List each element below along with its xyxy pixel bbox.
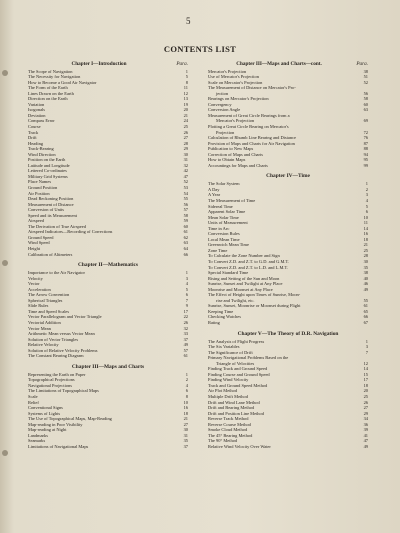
entry-title: The Form of the Earth xyxy=(28,85,68,91)
entry-title: Air Plot Method xyxy=(208,388,238,394)
entry-title: Use of Mercator's Projection xyxy=(208,74,259,80)
entry-title: Bearings on Mercator's Projection xyxy=(208,96,269,102)
entry-para-number: 29 xyxy=(363,410,368,416)
entry-title: Speed and its Measurement xyxy=(28,212,77,218)
entry-title: Drift and Bearing Method xyxy=(208,405,255,411)
entry-para-number: 25 xyxy=(363,247,368,253)
contents-column-left xyxy=(28,58,188,450)
page-number: 5 xyxy=(186,16,191,26)
entry-title: Finding Track and Ground Speed xyxy=(208,366,268,372)
entry-title: The Derivation of True Airspeed xyxy=(28,223,86,229)
entry-title: Track xyxy=(28,129,39,135)
entry-title: To Convert Z.D. and Z.T. to G.D. and G.M.T. xyxy=(208,259,289,264)
entry-title: Mean Solar Time xyxy=(208,214,239,220)
entry-para-number: 25 xyxy=(363,394,368,400)
entry-para-number: 24 xyxy=(183,118,188,124)
entry-title: Airspeed Indicators—Recording of Corrections xyxy=(28,229,113,235)
entry-title: Units of Measurement xyxy=(208,220,248,226)
entry-title: Compass Error xyxy=(28,118,55,124)
entry-para-number: 36 xyxy=(363,421,368,427)
entry-title: The Arrow Convention xyxy=(28,292,70,298)
entry-title: Measurement of Great Circle Bearings from a xyxy=(208,112,290,118)
entry-title: Moonrise and Moonset at Any Place xyxy=(208,286,273,292)
contents-entry xyxy=(208,163,368,169)
entry-para-number: 33 xyxy=(183,331,188,337)
entry-para-number: 2 xyxy=(365,186,368,192)
entry-para-number: 53 xyxy=(183,184,188,190)
entry-para-number: 10 xyxy=(363,214,368,220)
entry-title: Importance to the Air Navigator xyxy=(28,270,85,276)
entry-para-number: 5 xyxy=(365,203,368,209)
entry-para-number: 49 xyxy=(363,443,368,449)
entry-title: Apparent Solar Time xyxy=(208,209,246,215)
entry-title: Course xyxy=(28,123,41,129)
entry-para-number: 26 xyxy=(183,320,188,326)
entry-title: Isogonals xyxy=(28,107,46,113)
entry-para-number: 14 xyxy=(363,225,368,231)
entry-para-number: 56 xyxy=(183,201,188,207)
entry-title: Calibration of Altimeters xyxy=(28,251,73,257)
entry-para-number: 20 xyxy=(363,388,368,394)
entry-title: Acceleration xyxy=(28,286,51,292)
binding-hole xyxy=(2,260,8,266)
entry-title: Ground Speed xyxy=(28,234,54,240)
entry-para-number: 22 xyxy=(183,314,188,320)
entry-para-number: 19 xyxy=(183,101,188,107)
entry-para-number: 95 xyxy=(363,157,368,163)
entry-title: The Limitations of Topographical Maps xyxy=(28,388,99,394)
entry-title: Lettered Co-ordinates xyxy=(28,168,67,174)
entry-title: Airspeed xyxy=(28,218,45,224)
chapter-heading-text: Chapter I—Introduction xyxy=(71,61,127,67)
entry-title: Keeping Time xyxy=(208,308,234,314)
entry-para-number: 28 xyxy=(363,253,368,259)
entry-para-number: 87 xyxy=(363,140,368,146)
entry-para-number: 1 xyxy=(365,338,368,344)
entry-para-number: 49 xyxy=(183,342,188,348)
entry-title: Solution of Vector Triangles xyxy=(28,336,79,342)
entry-para-number: 55 xyxy=(363,297,368,303)
entry-title: jection xyxy=(216,90,229,96)
entry-title: Vector xyxy=(28,281,40,287)
entry-para-number: 7 xyxy=(185,297,188,303)
entry-para-number: 99 xyxy=(363,162,368,168)
entry-para-number: 18 xyxy=(183,410,188,416)
entry-para-number: 26 xyxy=(363,399,368,405)
entry-title: The Analysis of Flight Progress xyxy=(208,338,265,344)
entry-title: Local Mean Time xyxy=(208,236,240,242)
entry-para-number: 37 xyxy=(183,336,188,342)
entry-para-number: 15 xyxy=(363,371,368,377)
entry-para-number: 6 xyxy=(185,292,188,298)
entry-title: Position on the Earth xyxy=(28,157,66,163)
entry-title: Velocity xyxy=(28,275,43,281)
entry-title: Seamarks xyxy=(28,438,46,444)
entry-title: Rating xyxy=(208,320,220,326)
entry-title: Measurement of Distance xyxy=(28,201,74,207)
entry-title: The Necessity for Navigation xyxy=(28,74,81,80)
contents-entry xyxy=(208,320,368,326)
entry-title: Spherical Triangles xyxy=(28,297,63,303)
entry-title: Conversion Rules xyxy=(208,231,240,237)
entry-title: A Year xyxy=(208,192,221,198)
entry-title: Relative Velocity xyxy=(28,342,59,348)
entry-para-number: 40 xyxy=(363,275,368,281)
entry-title: Finding Wind Velocity xyxy=(208,377,249,383)
entry-para-number: 30 xyxy=(183,151,188,157)
entry-para-number: 6 xyxy=(185,388,188,394)
entry-para-number: 60 xyxy=(183,223,188,229)
entry-title: How to Become a Good Air Navigator xyxy=(28,79,97,85)
chapter-heading: Chapter III—Maps and Charts xyxy=(71,363,145,370)
entry-title: Vectorial Addition xyxy=(28,320,61,326)
entry-para-number: 13 xyxy=(183,96,188,102)
entry-title: The Scope of Navigation xyxy=(28,68,73,74)
entry-para-number: 61 xyxy=(183,353,188,359)
entry-para-number: 27 xyxy=(183,135,188,141)
entry-title: Topographical Projections xyxy=(28,377,75,383)
entry-para-number: 57 xyxy=(183,207,188,213)
entry-para-number: 18 xyxy=(363,236,368,242)
entry-para-number: 27 xyxy=(363,405,368,411)
entry-para-number: 32 xyxy=(183,325,188,331)
entry-para-number: 94 xyxy=(363,151,368,157)
para-label: Para. xyxy=(176,61,188,67)
entry-para-number: 11 xyxy=(363,220,368,226)
entry-para-number: 18 xyxy=(363,382,368,388)
entry-title: Direction on the Earth xyxy=(28,96,68,102)
entry-para-number: 63 xyxy=(363,107,368,113)
entry-title: Military Grid Systems xyxy=(28,173,68,179)
entry-title: Mercator's Projection xyxy=(208,68,247,74)
entry-para-number: 14 xyxy=(363,366,368,372)
entry-para-number: 58 xyxy=(363,96,368,102)
entry-para-number: 9 xyxy=(185,303,188,309)
entry-para-number: 51 xyxy=(363,74,368,80)
entry-para-number: 30 xyxy=(363,259,368,264)
entry-title: Time and Speed Scales xyxy=(28,308,70,314)
entry-para-number: 8 xyxy=(185,394,188,400)
entry-para-number: 66 xyxy=(183,251,188,257)
entry-title: Drift xyxy=(28,135,37,141)
entry-title: Ground Position xyxy=(28,184,58,190)
entry-title: Sunrise, Sunset and Twilight at Any Place xyxy=(208,281,283,287)
entry-para-number: 1 xyxy=(185,371,188,377)
entry-para-number: 88 xyxy=(363,146,368,152)
entry-title: The Constant Bearing Diagram xyxy=(28,353,84,359)
entry-title: Relief xyxy=(28,399,39,405)
entry-para-number: 41 xyxy=(363,432,368,438)
entry-para-number: 6 xyxy=(365,209,368,215)
entry-title: Arithmetic Mean versus Vector Mean xyxy=(28,331,95,337)
entry-para-number: 7 xyxy=(365,349,368,355)
entry-title: Systems of Lights xyxy=(28,410,61,416)
entry-title: Latitude and Longitude xyxy=(28,162,70,168)
contents-entry xyxy=(28,252,188,258)
entry-title: rise and Twilight, etc. xyxy=(216,297,255,303)
entry-title: The Measurement of Distance on Mercator's Pro- xyxy=(208,85,296,91)
entry-para-number: 28 xyxy=(183,140,188,146)
entry-title: Sunrise, Sunset, Moonrise or Moonset during Flight xyxy=(208,303,301,309)
entry-para-number: 16 xyxy=(183,405,188,411)
entry-para-number: 58 xyxy=(183,212,188,218)
entry-title: Correction of Maps and Charts xyxy=(208,151,263,157)
binding-hole xyxy=(2,450,8,456)
entry-para-number: 17 xyxy=(363,377,368,383)
entry-para-number: 69 xyxy=(363,118,368,124)
entry-title: Reverse Track Method xyxy=(208,416,249,422)
entry-title: Track and Ground Speed Method xyxy=(208,382,268,388)
entry-para-number: 59 xyxy=(183,218,188,224)
entry-para-number: 35 xyxy=(183,438,188,444)
entry-para-number: 16 xyxy=(363,231,368,237)
entry-title: Projection xyxy=(216,129,235,135)
entry-para-number: 26 xyxy=(183,129,188,135)
entry-title: Finding Course and Ground Speed xyxy=(208,371,270,377)
page-title: CONTENTS LIST xyxy=(163,44,237,54)
entry-para-number: 35 xyxy=(363,264,368,270)
entry-title: The Six Variables xyxy=(208,344,240,350)
entry-para-number: 63 xyxy=(183,240,188,246)
entry-title: Slide Rules xyxy=(28,303,49,309)
para-label: Para. xyxy=(356,61,368,67)
binding-hole xyxy=(2,70,8,76)
entry-para-number: 60 xyxy=(363,101,368,107)
entry-para-number: 38 xyxy=(363,68,368,74)
entry-title: Wind Speed xyxy=(28,240,50,246)
entry-para-number: 61 xyxy=(363,303,368,309)
entry-title: The Use of Topographical Maps, Map-Reading xyxy=(28,416,112,422)
entry-para-number: 31 xyxy=(183,432,188,438)
entry-title: Air Position xyxy=(28,190,50,196)
entry-para-number: 21 xyxy=(183,112,188,118)
entry-para-number: 54 xyxy=(183,190,188,196)
entry-title: Place Names xyxy=(28,179,52,185)
entry-para-number: 29 xyxy=(183,146,188,152)
chapter-heading: Chapter V—The Theory of D.R. Navigation xyxy=(237,330,339,337)
entry-title: Height xyxy=(28,246,41,251)
entry-para-number: 2 xyxy=(185,377,188,383)
entry-title: Conventional Signs xyxy=(28,405,63,411)
contents-column-right xyxy=(208,58,368,450)
entry-para-number: 30 xyxy=(183,427,188,433)
entry-title: The Effect of Height upon Times of Sunrise, Moon- xyxy=(208,292,301,298)
entry-title: Provision of Maps and Charts for Air Navigation xyxy=(208,140,295,146)
entry-para-number: 31 xyxy=(183,157,188,163)
entry-title: Navigational Projections xyxy=(28,382,72,388)
entry-para-number: 3 xyxy=(365,192,368,198)
entry-title: Mercator's Projection xyxy=(216,118,255,124)
entry-title: Track-Bearing xyxy=(28,146,54,152)
entry-para-number: 72 xyxy=(363,129,368,135)
entry-para-number: 11 xyxy=(183,85,188,91)
entry-title: The 45° Bearing Method xyxy=(208,432,253,438)
entry-title: The Solar System xyxy=(208,181,240,187)
entry-para-number: 47 xyxy=(183,173,188,179)
entry-title: The 90° Method xyxy=(208,438,238,444)
entry-para-number: 12 xyxy=(363,360,368,366)
entry-title: Time in Arc xyxy=(208,225,230,231)
entry-title: Dead Reckoning Position xyxy=(28,196,74,202)
entry-para-number: 67 xyxy=(363,320,368,326)
entry-para-number: 62 xyxy=(183,234,188,240)
entry-title: Drift and Wind Lane Method xyxy=(208,399,260,405)
entry-para-number: 32 xyxy=(183,162,188,168)
entry-para-number: 55 xyxy=(183,196,188,202)
entry-para-number: 38 xyxy=(363,270,368,276)
chapter-heading: Chapter IV—Time xyxy=(266,173,310,180)
entry-para-number: 76 xyxy=(363,135,368,141)
entry-title: Convergency xyxy=(208,101,232,107)
entry-para-number: 1 xyxy=(365,181,368,187)
entry-title: Rising and Setting of the Sun and Moon xyxy=(208,275,280,281)
entry-para-number: 21 xyxy=(183,416,188,422)
chapter-heading xyxy=(208,61,368,67)
entry-title: Publication to New Maps xyxy=(208,146,254,152)
entry-para-number: 1 xyxy=(185,270,188,276)
entry-title: Conversion Angle xyxy=(208,107,241,113)
entry-title: To Calculate the Zone Number and Sign xyxy=(208,253,280,259)
entry-title: Deviation xyxy=(28,112,46,118)
entry-title: To Convert Z.D. and Z.T. to L.D. and L.M.T. xyxy=(208,264,289,270)
entry-para-number: 65 xyxy=(363,308,368,314)
entry-para-number: 3 xyxy=(185,275,188,281)
entry-title: Smoke Cloud Method xyxy=(208,427,248,433)
entry-title: Checking Watches xyxy=(208,314,241,320)
entry-para-number: 52 xyxy=(363,79,368,85)
entry-title: Conversion of Units xyxy=(28,207,64,213)
entry-para-number: 34 xyxy=(363,416,368,422)
entry-title: Vector Parallelogram and Vector Triangle xyxy=(28,314,102,320)
entry-title: Heading xyxy=(28,140,44,146)
entry-para-number: 47 xyxy=(363,438,368,444)
entry-title: Map-reading at Night xyxy=(28,427,67,433)
entry-para-number: 25 xyxy=(183,123,188,129)
entry-para-number: 8 xyxy=(185,79,188,85)
entry-para-number: 21 xyxy=(363,242,368,248)
entry-para-number: 3 xyxy=(365,344,368,350)
entry-title: Landmarks xyxy=(28,432,48,438)
entry-para-number: 57 xyxy=(183,347,188,353)
entry-title: Variation xyxy=(28,101,45,107)
entry-para-number: 61 xyxy=(183,229,188,235)
entry-title: Calculation of Rhumb Line Bearing and Distance xyxy=(208,135,296,141)
entry-title: Scale xyxy=(28,394,38,400)
entry-para-number: 12 xyxy=(183,90,188,96)
entry-title: A Day xyxy=(208,186,220,192)
entry-title: Reverse Course Method xyxy=(208,421,251,427)
entry-title: Primary Navigational Problems Based on the xyxy=(208,355,289,361)
entry-para-number: 1 xyxy=(185,68,188,74)
entry-para-number: 5 xyxy=(185,286,188,292)
entry-title: The Measurement of Time xyxy=(208,197,256,203)
entry-para-number: 4 xyxy=(185,281,188,287)
chapter-heading: Chapter II—Mathematics xyxy=(78,262,138,269)
entry-title: Zone Time xyxy=(208,247,228,253)
entry-para-number: 17 xyxy=(183,308,188,314)
entry-para-number: 4 xyxy=(185,382,188,388)
entry-title: Wind Direction xyxy=(28,151,56,157)
entry-title: Scale on Mercator's Projection xyxy=(208,79,263,85)
entry-title: Drift and Position Line Method xyxy=(208,410,264,416)
entry-title: Triangle of Velocities xyxy=(216,360,255,366)
entry-para-number: 49 xyxy=(363,286,368,292)
entry-title: Map-reading in Poor Visibility xyxy=(28,421,83,427)
chapter-heading xyxy=(28,61,188,67)
entry-title: Sidereal Time xyxy=(208,203,233,209)
entry-para-number: 66 xyxy=(363,314,368,320)
entry-para-number: 20 xyxy=(183,107,188,113)
entry-title: The Significance of Drift xyxy=(208,349,253,355)
entry-para-number: 27 xyxy=(183,421,188,427)
entry-title: Vector Mean xyxy=(28,325,51,331)
entry-para-number: 56 xyxy=(363,90,368,96)
entry-title: Greenwich Mean Time xyxy=(208,242,249,248)
entry-title: Lines Drawn on the Earth xyxy=(28,90,74,96)
entry-title: Special Standard Time xyxy=(208,270,249,276)
contents-entry xyxy=(28,353,188,359)
entry-para-number: 4 xyxy=(365,197,368,203)
entry-para-number: 52 xyxy=(183,179,188,185)
chapter-heading-text: Chapter III—Maps and Charts—cont. xyxy=(236,61,322,67)
entry-title: How to Obtain Maps xyxy=(208,157,246,163)
entry-title: Relative Wind Velocity Over Water xyxy=(208,443,271,449)
entry-title: Multiple Drift Method xyxy=(208,394,248,400)
entry-para-number: 42 xyxy=(183,168,188,174)
entry-title: Representing the Earth on Paper xyxy=(28,371,86,377)
entry-title: Limitations of Navigational Maps xyxy=(28,443,89,449)
entry-title: Accountings for Maps and Charts xyxy=(208,162,268,168)
entry-para-number: 64 xyxy=(183,246,188,251)
contents-entry xyxy=(28,444,188,450)
entry-para-number: 39 xyxy=(363,427,368,433)
entry-para-number: 46 xyxy=(363,281,368,287)
entry-para-number: 10 xyxy=(183,399,188,405)
entry-title: Solution of Relative Velocity Problems xyxy=(28,347,98,353)
entry-para-number: 5 xyxy=(185,74,188,80)
entry-title: Plotting a Great Circle Bearing on Mercator's xyxy=(208,123,289,129)
entry-para-number: 37 xyxy=(183,443,188,449)
contents-entry xyxy=(208,444,368,450)
